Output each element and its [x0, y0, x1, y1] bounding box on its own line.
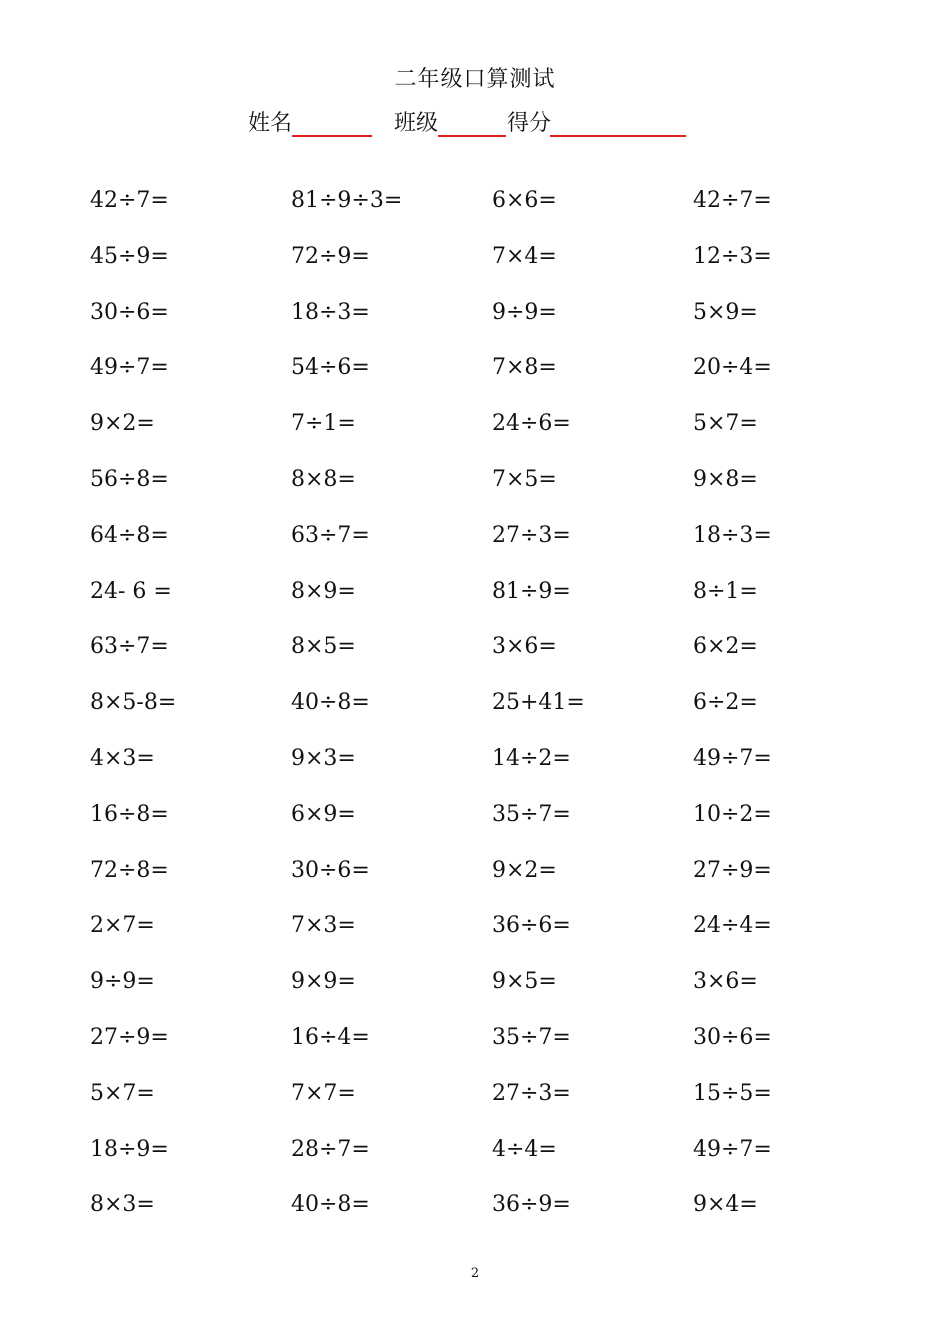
problem-r6-c1: 56÷8=: [90, 467, 169, 492]
problem-r17-c3: 27÷3=: [492, 1081, 571, 1106]
problem-r4-c3: 7×8=: [492, 355, 557, 380]
problem-r13-c2: 30÷6=: [291, 858, 370, 883]
problem-r2-c2: 72÷9=: [291, 244, 370, 269]
problem-r17-c1: 5×7=: [90, 1081, 155, 1106]
problem-r14-c2: 7×3=: [291, 913, 356, 938]
problem-r18-c1: 18÷9=: [90, 1137, 169, 1162]
problem-r7-c4: 18÷3=: [693, 523, 772, 548]
problem-r4-c1: 49÷7=: [90, 355, 169, 380]
problem-r5-c1: 9×2=: [90, 411, 155, 436]
name-blank-line[interactable]: [292, 135, 372, 137]
problem-r15-c3: 9×5=: [492, 969, 557, 994]
problem-r6-c2: 8×8=: [291, 467, 356, 492]
problem-r12-c4: 10÷2=: [693, 802, 772, 827]
problem-r1-c1: 42÷7=: [90, 188, 169, 213]
problem-r9-c4: 6×2=: [693, 634, 758, 659]
problem-r10-c2: 40÷8=: [291, 690, 370, 715]
problem-r10-c1: 8×5-8=: [90, 690, 177, 715]
problem-r3-c2: 18÷3=: [291, 300, 370, 325]
problem-r11-c4: 49÷7=: [693, 746, 772, 771]
problem-r13-c3: 9×2=: [492, 858, 557, 883]
problem-r7-c1: 64÷8=: [90, 523, 169, 548]
problem-r14-c1: 2×7=: [90, 913, 155, 938]
problem-r10-c3: 25+41=: [492, 690, 585, 715]
problem-r7-c3: 27÷3=: [492, 523, 571, 548]
problem-r8-c1: 24- 6 =: [90, 579, 172, 604]
problem-r3-c3: 9÷9=: [492, 300, 557, 325]
class-label: 班级: [394, 111, 439, 136]
score-blank-line[interactable]: [550, 135, 686, 137]
problem-r17-c2: 7×7=: [291, 1081, 356, 1106]
problem-r5-c3: 24÷6=: [492, 411, 571, 436]
problem-r10-c4: 6÷2=: [693, 690, 758, 715]
problem-r16-c1: 27÷9=: [90, 1025, 169, 1050]
problem-r4-c4: 20÷4=: [693, 355, 772, 380]
problem-r17-c4: 15÷5=: [693, 1081, 772, 1106]
name-label: 姓名: [248, 111, 293, 136]
problem-r11-c3: 14÷2=: [492, 746, 571, 771]
problem-r14-c3: 36÷6=: [492, 913, 571, 938]
problem-r4-c2: 54÷6=: [291, 355, 370, 380]
problem-r9-c3: 3×6=: [492, 634, 557, 659]
score-label: 得分: [507, 111, 552, 136]
problem-r5-c2: 7÷1=: [291, 411, 356, 436]
problem-r1-c4: 42÷7=: [693, 188, 772, 213]
problem-r8-c2: 8×9=: [291, 579, 356, 604]
problem-r19-c1: 8×3=: [90, 1192, 155, 1217]
problem-r2-c3: 7×4=: [492, 244, 557, 269]
problem-r5-c4: 5×7=: [693, 411, 758, 436]
problem-r14-c4: 24÷4=: [693, 913, 772, 938]
class-blank-line[interactable]: [438, 135, 506, 137]
problem-r11-c1: 4×3=: [90, 746, 155, 771]
problem-r18-c3: 4÷4=: [492, 1137, 557, 1162]
problem-r15-c4: 3×6=: [693, 969, 758, 994]
problem-r3-c1: 30÷6=: [90, 300, 169, 325]
problem-r12-c1: 16÷8=: [90, 802, 169, 827]
problem-r1-c3: 6×6=: [492, 188, 557, 213]
problem-r19-c2: 40÷8=: [291, 1192, 370, 1217]
problem-r18-c4: 49÷7=: [693, 1137, 772, 1162]
problem-r6-c3: 7×5=: [492, 467, 557, 492]
problem-r16-c3: 35÷7=: [492, 1025, 571, 1050]
problem-r3-c4: 5×9=: [693, 300, 758, 325]
problem-r19-c3: 36÷9=: [492, 1192, 571, 1217]
problem-r9-c2: 8×5=: [291, 634, 356, 659]
problem-r13-c4: 27÷9=: [693, 858, 772, 883]
page-number: 2: [470, 1266, 480, 1281]
problem-r11-c2: 9×3=: [291, 746, 356, 771]
problem-r12-c2: 6×9=: [291, 802, 356, 827]
problem-r8-c3: 81÷9=: [492, 579, 571, 604]
problem-r12-c3: 35÷7=: [492, 802, 571, 827]
problem-r7-c2: 63÷7=: [291, 523, 370, 548]
problem-r6-c4: 9×8=: [693, 467, 758, 492]
problem-r18-c2: 28÷7=: [291, 1137, 370, 1162]
problem-r9-c1: 63÷7=: [90, 634, 169, 659]
problem-r13-c1: 72÷8=: [90, 858, 169, 883]
problem-r2-c1: 45÷9=: [90, 244, 169, 269]
problem-r15-c1: 9÷9=: [90, 969, 155, 994]
problem-r8-c4: 8÷1=: [693, 579, 758, 604]
problem-r16-c4: 30÷6=: [693, 1025, 772, 1050]
problem-r19-c4: 9×4=: [693, 1192, 758, 1217]
problem-r15-c2: 9×9=: [291, 969, 356, 994]
problem-r1-c2: 81÷9÷3=: [291, 188, 403, 213]
problem-r2-c4: 12÷3=: [693, 244, 772, 269]
problem-r16-c2: 16÷4=: [291, 1025, 370, 1050]
page-title: 二年级口算测试: [394, 67, 556, 92]
